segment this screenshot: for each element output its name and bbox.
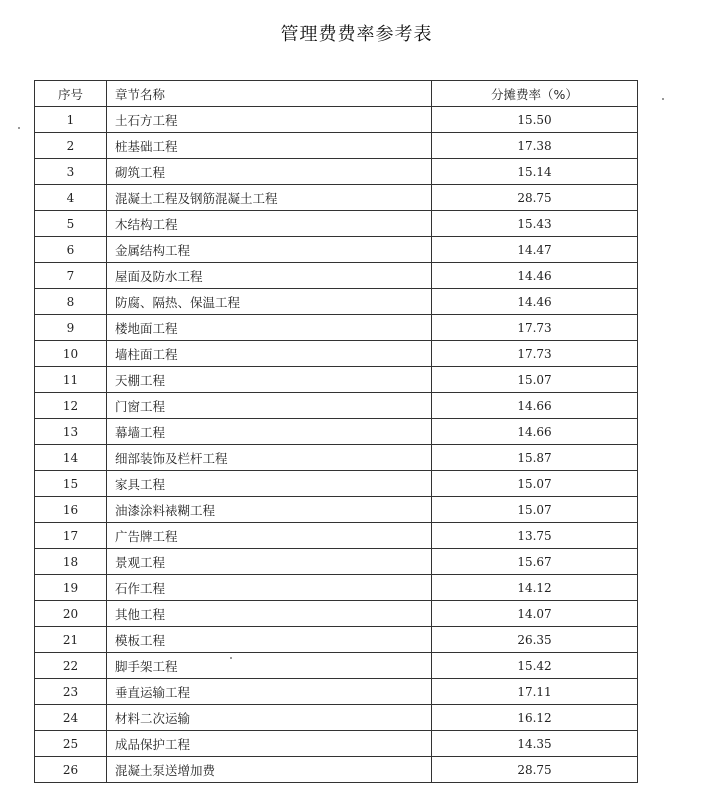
row-name: 成品保护工程	[107, 731, 432, 757]
table-body	[35, 107, 638, 783]
row-name: 楼地面工程	[107, 315, 432, 341]
row-index: 3	[35, 159, 107, 185]
row-rate: 13.75	[432, 523, 638, 549]
row-name: 垂直运输工程	[107, 679, 432, 705]
row-name: 天棚工程	[107, 367, 432, 393]
row-name: 模板工程	[107, 627, 432, 653]
header-name: 章节名称	[107, 81, 432, 107]
table-row	[35, 757, 638, 783]
row-name: 墙柱面工程	[107, 341, 432, 367]
row-rate: 15.43	[432, 211, 638, 237]
row-index: 22	[35, 653, 107, 679]
header-rate: 分摊费率（%）	[432, 81, 638, 107]
table-row	[35, 653, 638, 679]
table-row	[35, 497, 638, 523]
row-name: 细部装饰及栏杆工程	[107, 445, 432, 471]
row-rate: 15.87	[432, 445, 638, 471]
row-name: 材料二次运输	[107, 705, 432, 731]
row-index: 11	[35, 367, 107, 393]
table-row	[35, 731, 638, 757]
row-index: 18	[35, 549, 107, 575]
table-row	[35, 133, 638, 159]
table-row	[35, 185, 638, 211]
table-row	[35, 419, 638, 445]
scan-speck	[230, 657, 232, 659]
row-index: 20	[35, 601, 107, 627]
row-index: 5	[35, 211, 107, 237]
scan-speck	[18, 127, 20, 129]
table-row	[35, 705, 638, 731]
row-index: 1	[35, 107, 107, 133]
table-row	[35, 211, 638, 237]
row-rate: 15.07	[432, 367, 638, 393]
row-name: 土石方工程	[107, 107, 432, 133]
row-index: 12	[35, 393, 107, 419]
rate-table	[34, 80, 638, 783]
table-row	[35, 549, 638, 575]
row-index: 8	[35, 289, 107, 315]
table-row	[35, 627, 638, 653]
scan-speck	[662, 98, 664, 100]
row-index: 26	[35, 757, 107, 783]
table-row	[35, 341, 638, 367]
row-index: 6	[35, 237, 107, 263]
row-name: 混凝土泵送增加费	[107, 757, 432, 783]
row-index: 2	[35, 133, 107, 159]
row-index: 15	[35, 471, 107, 497]
row-index: 19	[35, 575, 107, 601]
row-rate: 14.46	[432, 289, 638, 315]
row-rate: 15.42	[432, 653, 638, 679]
table-row	[35, 445, 638, 471]
row-index: 21	[35, 627, 107, 653]
row-index: 25	[35, 731, 107, 757]
row-name: 其他工程	[107, 601, 432, 627]
row-rate: 15.50	[432, 107, 638, 133]
row-index: 10	[35, 341, 107, 367]
row-rate: 14.66	[432, 393, 638, 419]
row-rate: 17.11	[432, 679, 638, 705]
row-name: 广告牌工程	[107, 523, 432, 549]
table-row	[35, 159, 638, 185]
row-rate: 15.14	[432, 159, 638, 185]
row-name: 砌筑工程	[107, 159, 432, 185]
row-name: 幕墙工程	[107, 419, 432, 445]
table-row	[35, 601, 638, 627]
row-index: 9	[35, 315, 107, 341]
row-rate: 14.35	[432, 731, 638, 757]
row-name: 防腐、隔热、保温工程	[107, 289, 432, 315]
table-row	[35, 393, 638, 419]
row-rate: 17.38	[432, 133, 638, 159]
row-name: 金属结构工程	[107, 237, 432, 263]
table-row	[35, 367, 638, 393]
row-rate: 14.07	[432, 601, 638, 627]
row-name: 门窗工程	[107, 393, 432, 419]
table-row	[35, 679, 638, 705]
table-row	[35, 237, 638, 263]
row-rate: 26.35	[432, 627, 638, 653]
row-rate: 15.67	[432, 549, 638, 575]
page-title: 管理费费率参考表	[280, 24, 433, 45]
row-index: 13	[35, 419, 107, 445]
row-rate: 14.46	[432, 263, 638, 289]
row-name: 桩基础工程	[107, 133, 432, 159]
row-name: 屋面及防水工程	[107, 263, 432, 289]
row-rate: 14.47	[432, 237, 638, 263]
row-rate: 14.66	[432, 419, 638, 445]
row-index: 4	[35, 185, 107, 211]
row-rate: 28.75	[432, 185, 638, 211]
table-row	[35, 523, 638, 549]
table-row	[35, 471, 638, 497]
row-index: 17	[35, 523, 107, 549]
row-index: 23	[35, 679, 107, 705]
row-name: 混凝土工程及钢筋混凝土工程	[107, 185, 432, 211]
row-rate: 17.73	[432, 341, 638, 367]
row-rate: 15.07	[432, 497, 638, 523]
table-row	[35, 315, 638, 341]
row-index: 7	[35, 263, 107, 289]
row-index: 24	[35, 705, 107, 731]
row-rate: 28.75	[432, 757, 638, 783]
row-index: 14	[35, 445, 107, 471]
table-row	[35, 263, 638, 289]
row-rate: 16.12	[432, 705, 638, 731]
row-rate: 14.12	[432, 575, 638, 601]
row-name: 脚手架工程	[107, 653, 432, 679]
table-row	[35, 289, 638, 315]
row-name: 景观工程	[107, 549, 432, 575]
row-index: 16	[35, 497, 107, 523]
row-rate: 17.73	[432, 315, 638, 341]
row-name: 石作工程	[107, 575, 432, 601]
row-name: 木结构工程	[107, 211, 432, 237]
row-name: 油漆涂料裱糊工程	[107, 497, 432, 523]
row-name: 家具工程	[107, 471, 432, 497]
table-row	[35, 575, 638, 601]
table-row	[35, 107, 638, 133]
table-header-row	[35, 81, 638, 107]
header-index: 序号	[35, 81, 107, 107]
row-rate: 15.07	[432, 471, 638, 497]
